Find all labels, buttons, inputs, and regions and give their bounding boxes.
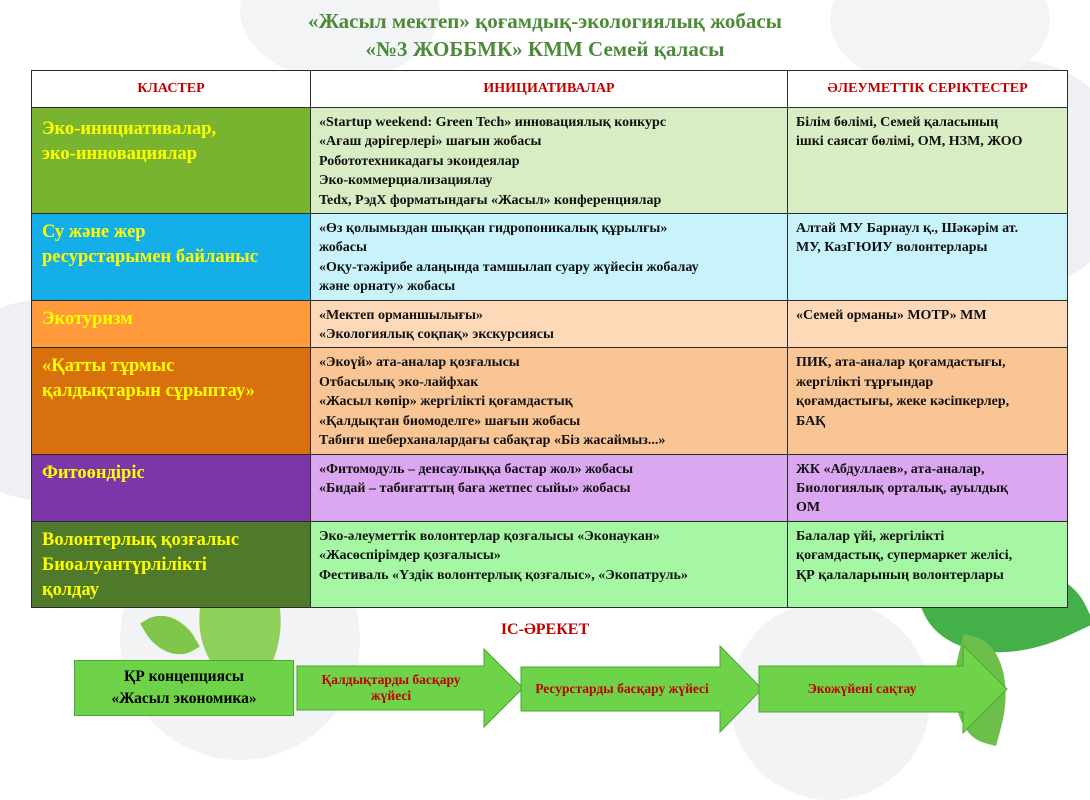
partner-text: БАҚ	[796, 413, 826, 429]
concept-line: «Жасыл экономика»	[111, 690, 257, 707]
partner-text: МУ, КазГЮИУ волонтерлары	[796, 240, 988, 256]
initiative-item: «Оқу-тәжірибе алаңында тамшылап суару жүйесін жобалау	[319, 259, 699, 275]
initiatives-cell	[311, 454, 788, 521]
cluster-cell	[32, 108, 311, 214]
partner-text: қоғамдастығы, жеке кәсіпкерлер,	[796, 394, 1010, 410]
initiative-item: «Жасөспірімдер қозғалысы»	[319, 548, 501, 564]
table-row	[32, 108, 1068, 214]
initiatives-cell	[311, 521, 788, 607]
partner-text: қоғамдастық, супермаркет желісі,	[796, 548, 1013, 564]
table-row	[32, 348, 1068, 454]
table-row	[32, 300, 1068, 348]
initiatives-cell	[311, 214, 788, 301]
table-row	[32, 214, 1068, 301]
concept-line: ҚР концепциясы	[124, 668, 244, 685]
arrow-label: жүйесі	[370, 688, 412, 703]
partners-cell	[788, 348, 1068, 454]
cluster-label: қолдау	[42, 579, 99, 600]
cluster-cell	[32, 214, 311, 301]
partner-text: ПИК, ата-аналар қоғамдастығы,	[796, 355, 1006, 371]
header-cluster: КЛАСТЕР	[32, 71, 311, 108]
initiative-item: «Экологиялық соқпақ» экскурсиясы	[319, 327, 554, 343]
clusters-table	[31, 70, 1068, 608]
initiatives-cell	[311, 300, 788, 348]
partner-text: жергілікті тұрғындар	[796, 374, 934, 390]
arrow-label: Қалдықтарды басқару	[321, 672, 461, 687]
table-row	[32, 454, 1068, 521]
cluster-label: Эко-инициативалар,	[42, 119, 217, 139]
initiative-item: Эко-коммерциализациялау	[319, 173, 493, 189]
initiative-item: «Өз қолымыздан шыққан гидропоникалық құрылғы»	[319, 221, 668, 237]
partner-text: ОМ	[796, 500, 821, 516]
partners-cell	[788, 521, 1068, 607]
page-title: «Жасыл мектеп» қоғамдық-экологиялық жобасы	[307, 9, 783, 33]
partners-cell	[788, 108, 1068, 214]
cluster-label: ресурстарымен байланыс	[42, 247, 258, 268]
partners-cell	[788, 454, 1068, 521]
arrow-label: Ресурстарды басқару жүйесі	[535, 681, 709, 696]
initiative-item: «Мектеп орманшылығы»	[319, 307, 483, 323]
flow-arrow-waste	[296, 648, 524, 728]
initiative-item: Фестиваль «Үздік волонтерлық қозғалыс», «Экопатруль»	[319, 567, 688, 583]
initiative-item: «Фитомодуль – денсаулыққа бастар жол» жобасы	[319, 461, 634, 477]
initiative-item: «Startup weekend: Green Tech» инновациялық конкурс	[319, 115, 667, 130]
cluster-label: қалдықтарын сұрыптау»	[42, 381, 255, 402]
partner-text: ҚР қалаларының волонтерлары	[796, 567, 1004, 583]
partner-text: «Семей орманы» МОТР» ММ	[796, 307, 987, 323]
partner-text: Алтай МУ Барнаул қ., Шәкәрім ат.	[796, 221, 1019, 237]
cluster-label: Су және жер	[42, 222, 146, 243]
initiatives-cell	[311, 348, 788, 454]
initiative-item: Табиғи шеберханалардағы сабақтар «Біз жасаймыз...»	[319, 433, 666, 449]
initiative-item: жобасы	[319, 240, 367, 256]
header-partners: ӘЛЕУМЕТТІК СЕРІКТЕСТЕР	[788, 71, 1068, 108]
cluster-cell	[32, 348, 311, 454]
action-title: ІС-ӘРЕКЕТ	[500, 621, 590, 638]
cluster-label: Волонтерлық қозғалыс	[42, 529, 240, 550]
cluster-label: эко-инновациялар	[42, 144, 198, 164]
partner-text: Балалар үйі, жергілікті	[796, 528, 945, 544]
partner-text: Биологиялық орталық, ауылдық	[796, 480, 1009, 496]
initiative-item: Отбасылық эко-лайфхак	[319, 374, 479, 390]
initiative-item: Tedx, РэдХ форматындағы «Жасыл» конференциялар	[319, 192, 662, 208]
flow-arrow-resources	[520, 645, 763, 733]
initiative-item: Робототехникадағы экоидеялар	[319, 153, 520, 169]
page-subtitle: «№3 ЖОББМК» КММ Семей қаласы	[365, 37, 725, 61]
cluster-label: Фитоөндіріс	[42, 462, 145, 483]
cluster-label: Биоалуантүрлілікті	[42, 554, 207, 575]
initiative-item: «Жасыл көпір» жергілікті қоғамдастық	[319, 394, 573, 410]
cluster-cell	[32, 454, 311, 521]
header-initiatives: ИНИЦИАТИВАЛАР	[311, 71, 788, 108]
initiative-item: және орнату» жобасы	[319, 279, 456, 295]
initiative-item: Эко-әлеуметтік волонтерлар қозғалысы «Эконаукан»	[319, 528, 660, 544]
initiative-item: «Экоүй» ата-аналар қозғалысы	[319, 355, 520, 371]
cluster-cell	[32, 521, 311, 607]
initiative-item: «Қалдықтан биомоделге» шағын жобасы	[319, 413, 581, 429]
flow-arrow-ecosystem	[758, 644, 1008, 734]
cluster-label: «Қатты тұрмыс	[42, 356, 175, 377]
partners-cell	[788, 214, 1068, 301]
partner-text: ЖК «Абдуллаев», ата-аналар,	[796, 461, 985, 477]
concept-box	[74, 660, 294, 716]
cluster-cell	[32, 300, 311, 348]
cluster-label: Экотуризм	[42, 308, 133, 329]
initiative-item: «Бидай – табиғаттың баға жетпес сыйы» жобасы	[319, 480, 631, 496]
table-row	[32, 521, 1068, 607]
table-header-row	[32, 71, 1068, 108]
partner-text: ішкі саясат бөлімі, ОМ, НЗМ, ЖОО	[796, 134, 1023, 150]
arrow-label: Экожүйені сақтау	[807, 681, 917, 696]
initiative-item: «Ағаш дәрігерлері» шағын жобасы	[319, 134, 542, 150]
partner-text: Білім бөлімі, Семей қаласының	[796, 115, 999, 130]
initiatives-cell	[311, 108, 788, 214]
partners-cell	[788, 300, 1068, 348]
